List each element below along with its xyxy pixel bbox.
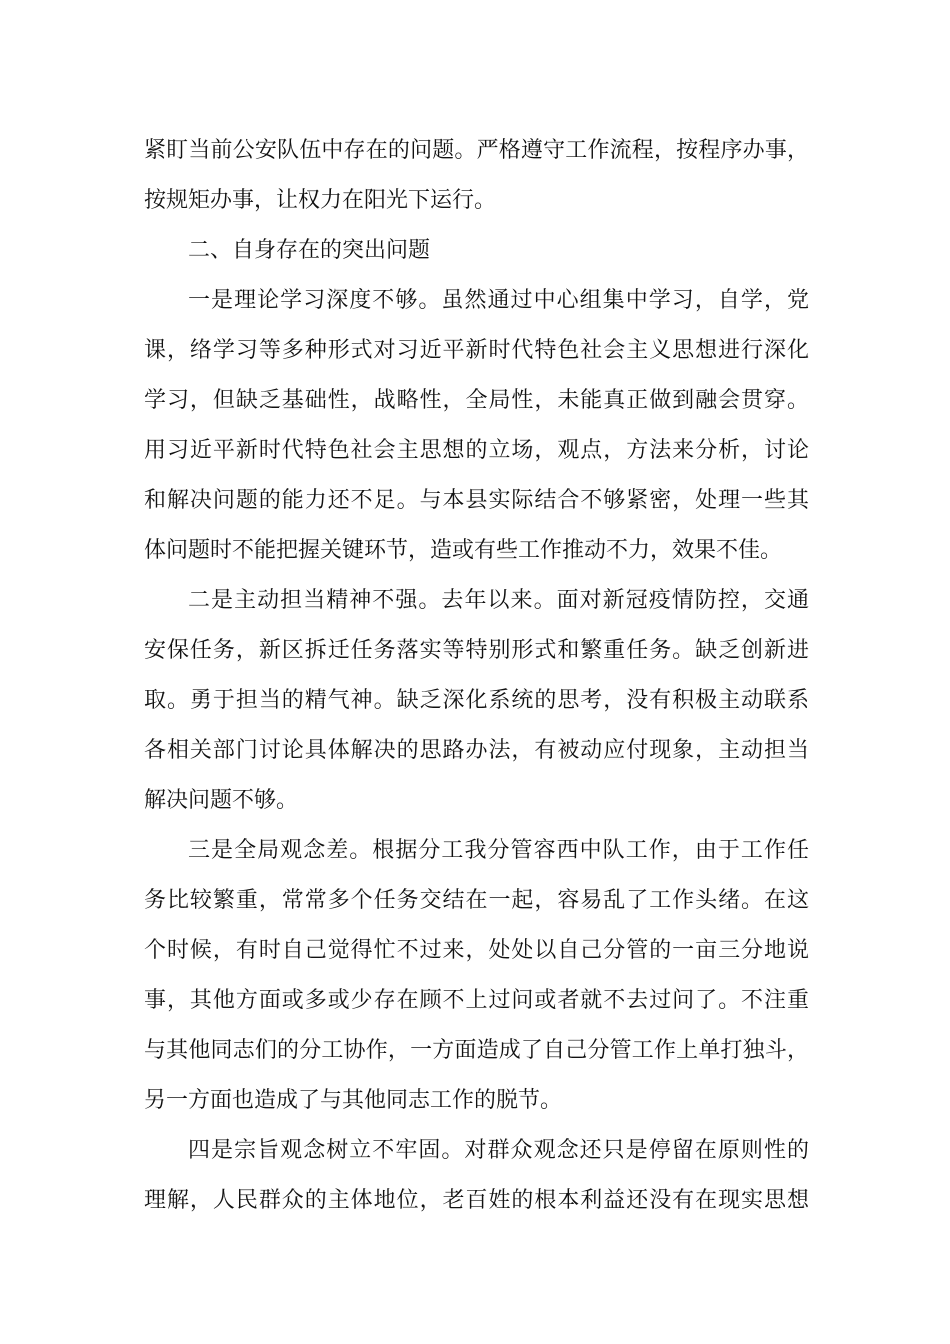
text-line: 二是主动担当精神不强。去年以来。面对新冠疫情防控，交通: [188, 588, 809, 613]
document-body: [144, 126, 809, 1226]
text-line: 三是全局观念差。根据分工我分管容西中队工作，由于工作任: [188, 838, 809, 863]
text-line: 另一方面也造成了与其他同志工作的脱节。: [144, 1088, 563, 1113]
section-heading: [144, 226, 809, 276]
text-line: 四是宗旨观念树立不牢固。对群众观念还只是停留在原则性的: [188, 1138, 809, 1163]
text-line: 课，络学习等多种形式对习近平新时代特色社会主义思想进行深化: [144, 338, 809, 363]
paragraph-purpose: [144, 1126, 809, 1226]
text-line: 解决问题不够。: [144, 788, 299, 813]
text-line: 按规矩办事，让权力在阳光下运行。: [144, 188, 497, 213]
paragraph-overall-view: [144, 826, 809, 1126]
paragraph-theory-study: [144, 276, 809, 576]
text-line: 学习，但缺乏基础性，战略性，全局性，未能真正做到融会贯穿。: [144, 388, 809, 413]
text-line: 事，其他方面或多或少存在顾不上过问或者就不去过问了。不注重: [144, 988, 809, 1013]
text-line: 一是理论学习深度不够。虽然通过中心组集中学习，自学，党: [188, 288, 809, 313]
text-line: 体问题时不能把握关键环节，造或有些工作推动不力，效果不佳。: [144, 538, 783, 563]
text-line: 与其他同志们的分工协作，一方面造成了自己分管工作上单打独斗，: [144, 1038, 809, 1063]
paragraph-responsibility: [144, 576, 809, 826]
text-line: 安保任务，新区拆迁任务落实等特别形式和繁重任务。缺乏创新进: [144, 638, 809, 663]
text-line: 用习近平新时代特色社会主思想的立场，观点，方法来分析，讨论: [144, 438, 809, 463]
text-line: 务比较繁重，常常多个任务交结在一起，容易乱了工作头绪。在这: [144, 888, 809, 913]
text-line: 理解，人民群众的主体地位，老百姓的根本利益还没有在现实思想: [144, 1188, 809, 1213]
text-line: 取。勇于担当的精气神。缺乏深化系统的思考，没有积极主动联系: [144, 688, 809, 713]
text-line: 紧盯当前公安队伍中存在的问题。严格遵守工作流程，按程序办事，: [144, 138, 809, 163]
text-line: 个时候，有时自己觉得忙不过来，处处以自己分管的一亩三分地说: [144, 938, 809, 963]
text-line: 各相关部门讨论具体解决的思路办法，有被动应付现象，主动担当: [144, 738, 809, 763]
text-line: 和解决问题的能力还不足。与本县实际结合不够紧密，处理一些其: [144, 488, 809, 513]
paragraph-continuation: [144, 126, 809, 226]
heading-text: 二、自身存在的突出问题: [188, 238, 431, 263]
